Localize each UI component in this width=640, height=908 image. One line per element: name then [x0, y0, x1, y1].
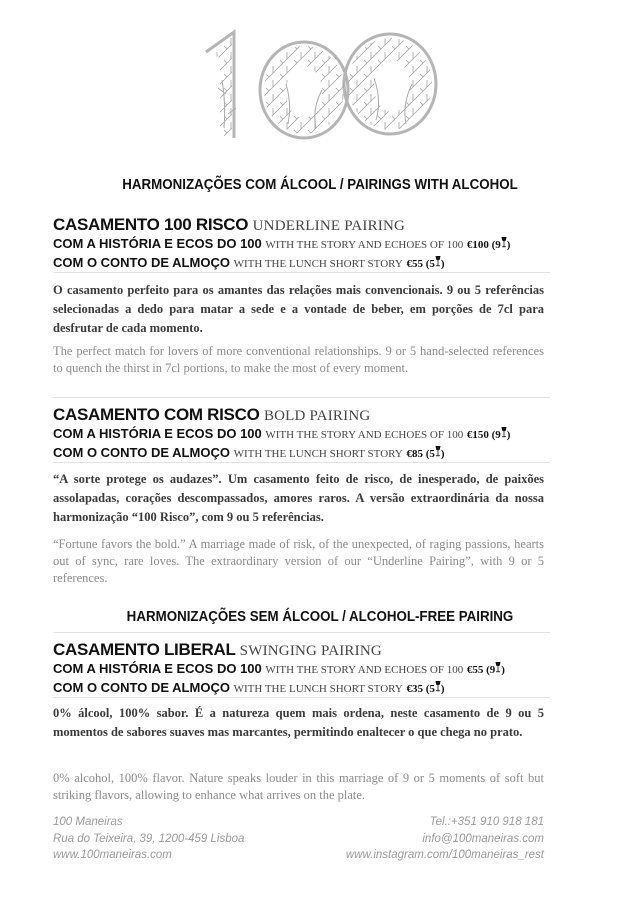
story-option-price: €55 (9	[466, 664, 496, 676]
footer-instagram[interactable]: www.instagram.com/100maneiras_rest	[345, 849, 544, 861]
footer-name: 100 Maneiras	[53, 816, 123, 828]
pairing-bold	[53, 405, 593, 463]
lunch-option-count-close: )	[440, 258, 445, 270]
footer-website[interactable]: www.100maneiras.com	[53, 849, 172, 861]
footer-address: Rua do Teixeira, 39, 1200-459 Lisboa	[53, 832, 245, 845]
pairing-description-en: The perfect match for lovers of more conventional relationships. 9 or 5 hand-selected references to quench the thirst in 7cl portions, to make the most of every moment.	[53, 344, 544, 375]
story-option-price: €100 (9	[466, 239, 501, 251]
lunch-option-line	[53, 444, 593, 463]
lunch-option-price: €85 (5	[406, 448, 435, 460]
lunch-option-line	[53, 254, 593, 273]
story-option-en: WITH THE STORY AND ECHOES OF 100	[265, 429, 464, 441]
story-option-line	[53, 660, 593, 679]
section-title-alcohol: HARMONIZAÇÕES COM ÁLCOOL / PAIRINGS WITH ALCOHOL	[122, 177, 518, 193]
lunch-option-line	[53, 679, 593, 698]
footer	[53, 814, 544, 864]
pairing-subtitle-en: BOLD PAIRING	[263, 408, 371, 424]
pairing-description-pt: 0% álcool, 100% sabor. É a natureza quem mais ordena, neste casamento de 9 ou 5 momentos de sabores suaves mas marcantes, permitindo enaltecer o que chega no prato.	[53, 706, 544, 739]
divider	[53, 462, 550, 463]
section-title-alcohol-free: HARMONIZAÇÕES SEM ÁLCOOL / ALCOHOL-FREE PAIRING	[126, 609, 514, 625]
pairing-title	[53, 405, 593, 425]
logo-100	[196, 24, 446, 146]
pairing-subtitle-en: UNDERLINE PAIRING	[252, 218, 406, 234]
story-option-pt: COM A HISTÓRIA E ECOS DO 100	[53, 426, 262, 441]
story-option-line	[53, 425, 593, 444]
lunch-option-en: WITH THE LUNCH SHORT STORY	[233, 683, 403, 695]
story-option-price: €150 (9	[466, 429, 501, 441]
pairing-description-en: “Fortune favors the bold.” A marriage made of risk, of the unexpected, of raging passions, hearts out of sync, rare loves. The extraordinary version of our “Underline Pairing”, with 9 or 5 references.	[53, 537, 544, 585]
pairing-title	[53, 215, 593, 235]
divider	[53, 397, 550, 398]
pairing-title-pt: CASAMENTO 100 RISCO	[53, 215, 249, 234]
pairing-swinging	[53, 640, 593, 698]
story-option-count-close: )	[501, 664, 505, 676]
pairing-title-pt: CASAMENTO COM RISCO	[53, 405, 260, 424]
pairing-description-pt: O casamento perfeito para os amantes das relações mais convencionais. 9 ou 5 referências selecionadas a dedo para matar a sede e a vontade de beber, em porções de 7cl para desfrutar de cada momento.	[53, 283, 544, 335]
pairing-title	[53, 640, 593, 660]
lunch-option-pt: COM O CONTO DE ALMOÇO	[53, 445, 230, 460]
pairing-underline	[53, 215, 593, 273]
pairing-description-pt: “A sorte protege os audazes”. Um casamento feito de risco, de inesperado, de paixões assolapadas, corações descompassados, amores raros. A versão extraordinária da nossa harmonização “100 Risco”, com 9 ou 5 referências.	[53, 472, 544, 524]
footer-address-block	[53, 814, 244, 864]
story-option-count-close: )	[506, 239, 511, 251]
lunch-option-price: €35 (5	[406, 683, 435, 695]
story-option-en: WITH THE STORY AND ECHOES OF 100	[265, 664, 464, 676]
lunch-option-pt: COM O CONTO DE ALMOÇO	[53, 255, 230, 270]
footer-phone[interactable]: Tel.:+351 910 918 181	[429, 816, 544, 828]
lunch-option-en: WITH THE LUNCH SHORT STORY	[233, 448, 403, 460]
footer-email[interactable]: info@100maneiras.com	[422, 832, 544, 845]
divider	[53, 632, 550, 633]
lunch-option-en: WITH THE LUNCH SHORT STORY	[233, 258, 403, 270]
story-option-count-close: )	[506, 429, 511, 441]
pairing-title-pt: CASAMENTO LIBERAL	[53, 640, 236, 659]
story-option-en: WITH THE STORY AND ECHOES OF 100	[265, 239, 464, 251]
pairing-subtitle-en: SWINGING PAIRING	[239, 643, 382, 659]
pairing-description-en: 0% alcohol, 100% flavor. Nature speaks louder in this marriage of 9 or 5 moments of soft but striking flavors, allowing to enhance what arrives on the plate.	[53, 771, 544, 802]
lunch-option-count-close: )	[440, 683, 445, 695]
story-option-line	[53, 235, 593, 254]
story-option-pt: COM A HISTÓRIA E ECOS DO 100	[53, 661, 262, 676]
story-option-pt: COM A HISTÓRIA E ECOS DO 100	[53, 236, 262, 251]
lunch-option-count-close: )	[440, 448, 445, 460]
lunch-option-pt: COM O CONTO DE ALMOÇO	[53, 680, 230, 695]
divider	[53, 272, 550, 273]
logo-text: 100	[318, 142, 324, 146]
divider	[53, 697, 550, 698]
lunch-option-price: €55 (5	[406, 258, 435, 270]
footer-contact-block	[346, 814, 544, 864]
